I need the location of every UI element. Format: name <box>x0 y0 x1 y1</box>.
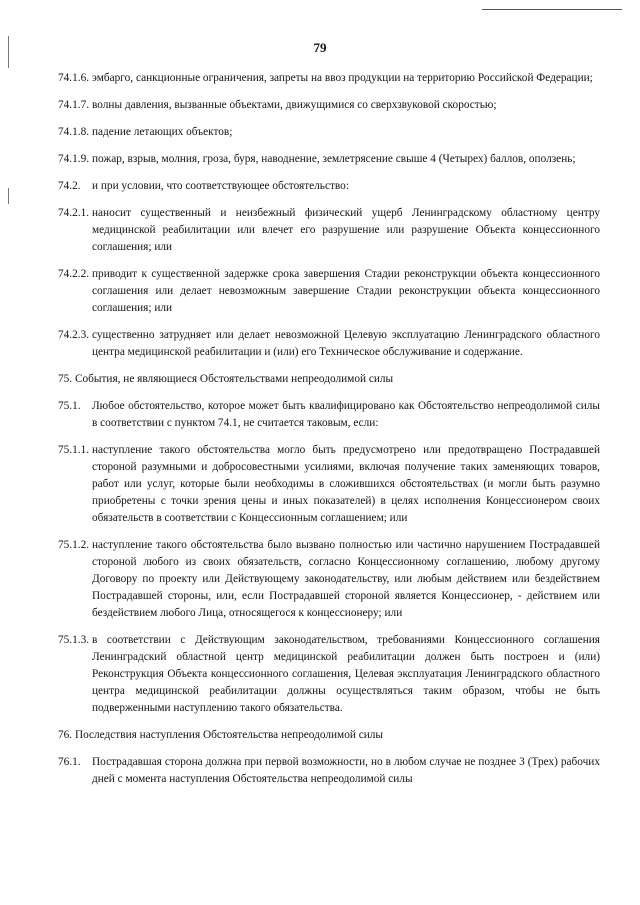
clause-text: наносит существенный и неизбежный физический ущерб Ленинградскому областному центру медицинской реабилитации или влечет его разрушение или разрушение Объекта концессионного соглашения; или <box>92 207 600 253</box>
section-heading-76: 76. Последствия наступления Обстоятельства непреодолимой силы <box>58 729 383 741</box>
clause-text: наступление такого обстоятельства могло быть предусмотрено или предотвращено Пострадавшей стороной разумными и добросовестными усилиями, включая получение таких заменяющих товаров, работ или услуг, которые были необходимы в сложившихся обстоятельствах (и могли быть разумно приобретены с точки зрения цены и иных показателей) в целях исполнения Концессионером своих обязательств в соответствии с Концессионным соглашением; или <box>92 444 600 524</box>
clause-number: 74.2.2. <box>58 268 90 280</box>
clause-number: 75.1.2. <box>58 539 90 551</box>
clause-74-1-9 <box>58 151 600 168</box>
clause-74-1-6 <box>58 70 600 87</box>
clause-text: падение летающих объектов; <box>92 126 233 138</box>
clause-number: 74.1.8. <box>58 126 90 138</box>
clause-number: 76.1. <box>58 756 81 768</box>
clause-text: и при условии, что соответствующее обстоятельство: <box>92 180 349 192</box>
clause-75-1-1 <box>58 442 600 527</box>
clause-74-2-1 <box>58 205 600 256</box>
clause-text: Пострадавшая сторона должна при первой возможности, но в любом случае не позднее 3 (Трех) рабочих дней с момента наступления Обстоятельства непреодолимой силы <box>92 756 600 785</box>
clause-text: существенно затрудняет или делает невозможной Целевую эксплуатацию Ленинградского областного центра медицинской реабилитации и (или) его Техническое обслуживание и содержание. <box>92 329 600 358</box>
clause-number: 75.1.1. <box>58 444 90 456</box>
clause-text: Любое обстоятельство, которое может быть квалифицировано как Обстоятельство непреодолимой силы в соответствии с пунктом 74.1, не считается таковым, если: <box>92 400 600 429</box>
clause-74-2-3 <box>58 327 600 361</box>
clause-number: 74.1.7. <box>58 99 90 111</box>
clause-number: 75.1.3. <box>58 634 90 646</box>
clause-76-1 <box>58 754 600 788</box>
margin-mark <box>8 188 9 204</box>
clause-number: 75.1. <box>58 400 81 412</box>
clause-number: 74.1.9. <box>58 153 90 165</box>
clause-75-1 <box>58 398 600 432</box>
clause-74-1-7 <box>58 97 600 114</box>
section-heading-75: 75. События, не являющиеся Обстоятельствами непреодолимой силы <box>58 373 394 385</box>
clause-number: 74.2.1. <box>58 207 90 219</box>
clause-74-2 <box>58 178 600 195</box>
clause-75-1-2 <box>58 537 600 622</box>
clause-74-2-2 <box>58 266 600 317</box>
document-body <box>58 70 600 798</box>
clause-75-1-3 <box>58 632 600 717</box>
clause-text: волны давления, вызванные объектами, движущимися со сверхзвуковой скоростью; <box>92 99 497 111</box>
clause-text: пожар, взрыв, молния, гроза, буря, наводнение, землетрясение свыше 4 (Четырех) баллов, оползень; <box>92 153 576 165</box>
clause-74-1-8 <box>58 124 600 141</box>
clause-text: приводит к существенной задержке срока завершения Стадии реконструкции объекта концессионного соглашения или делает невозможным завершение Стадии реконструкции объекта концессионного соглашения; или <box>92 268 600 314</box>
clause-text: в соответствии с Действующим законодательством, требованиями Концессионного соглашения Ленинградский областной центр медицинской реабилитации должен быть построен и (или) Реконструкция Объекта концессионного соглашения, Целевая эксплуатация Ленинградского областного центра медицинской реабилитации должны осуществляться таким образом, чтобы не быть подверженными наступлению такого обязательства. <box>92 634 600 714</box>
page-number: 79 <box>313 40 327 55</box>
top-rule <box>482 9 622 10</box>
clause-number: 74.2.3. <box>58 329 90 341</box>
clause-number: 74.2. <box>58 180 81 192</box>
clause-text: эмбарго, санкционные ограничения, запреты на ввоз продукции на территорию Российской Федерации; <box>92 72 593 84</box>
clause-text: наступление такого обстоятельства было вызвано полностью или частично нарушением Пострадавшей стороной любого из своих обязательств, согласно Концессионному соглашению, любому другому Договору по проекту или Действующему законодательству, или любым действием или бездействием Пострадавшей стороны, или, если Пострадавшей стороной является Концессионер, - действием или бездействием любого Лица, относящегося к концессионеру; или <box>92 539 600 619</box>
clause-number: 74.1.6. <box>58 72 90 84</box>
